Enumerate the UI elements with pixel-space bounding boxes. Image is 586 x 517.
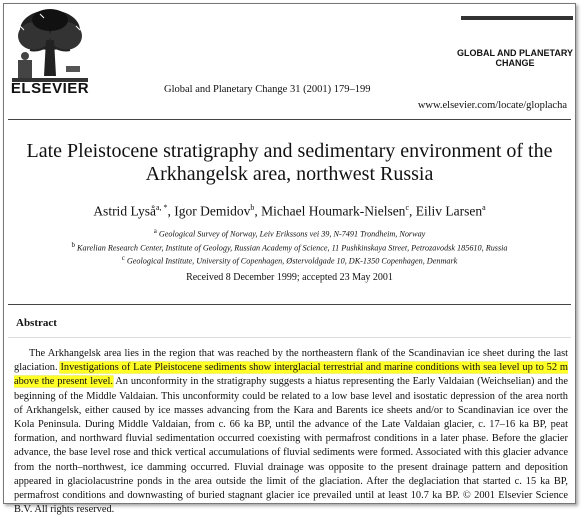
abstract-heading: Abstract bbox=[16, 317, 57, 329]
journal-url[interactable]: www.elsevier.com/locate/gloplacha bbox=[417, 100, 567, 111]
author-name: Astrid Lyså bbox=[93, 203, 156, 219]
affiliations bbox=[14, 226, 565, 267]
highlighted-sentence: Investigations of Late Pleistocene sediments show interglacial terrestrial and marine conditions with sea level up to 52 m above the present level. bbox=[14, 362, 568, 388]
affiliation-b: $^b$ Karelian Research Center, Institute of Geology, Russian Academy of Science, 11 Pushkinskaya Street, Petrozavodsk 185610, Russia bbox=[71, 240, 508, 253]
author-name: Eiliv Larsen bbox=[415, 203, 483, 219]
author-list: Astrid Lyså$^{a, *}$, Igor Demidov$^b$, Michael Houmark-Nielsen$^c$, Eiliv Larsen$^a$ bbox=[93, 203, 486, 219]
affiliation-a: $^a$ Geological Survey of Norway, Leiv Erikssons vei 39, N-7491 Trondheim, Norway bbox=[153, 227, 426, 239]
elsevier-tree-logo bbox=[10, 6, 90, 88]
publisher-name: ELSEVIER bbox=[10, 80, 90, 97]
abstract-body: The Arkhangelsk area lies in the region that was reached by the northeastern flank of the Scandinavian ice sheet during the last glaciation. Investigations of Late Pleistocene sediments show interglacial terrestrial and marine conditions with sea level up to 52 m above the present level. An unconformity in the stratigraphy suggests a hiatus representing the Early Valdaian (Weichselian) and the beginning of the Middle Valdaian. This unconformity could be related to a low base level and isostatic depression of the area north of Arkhangelsk, either caused by ice masses advancing from the Kara and Barents ice sheets and/or to Scandinavian ice over the Kola Peninsula. During Middle Valdaian, from c. 66 ka BP, until the advance of the Late Valdaian glacier, c. 17–16 ka BP, peat formation, and northward fluvial sedimentation occurred coexisting with permafrost conditions in a later phase. Before the glacier advance, the base level rose and thick vertical accumulations of fluvial sediments were formed. Associated with this glacier advance from the north–northwest, ice damming occurred. Fluvial drainage was opposite to the present drainage pattern and deposition appeared in glaciolacustrine ponds in the area outside the limit of the glaciation. After the deglaciation that started c. 15 ka BP, permafrost conditions and downwasting of buried stagnant glacier ice prevailed until at least 10.7 ka BP. © 2001 Elsevier Science B.V. All rights reserved. bbox=[14, 348, 568, 516]
received-dates: Received 8 December 1999; accepted 23 May 2001 bbox=[186, 272, 393, 283]
header-divider bbox=[8, 119, 571, 120]
author-name: Igor Demidov bbox=[174, 203, 251, 219]
journal-citation: Global and Planetary Change 31 (2001) 179–199 bbox=[164, 84, 371, 95]
abstract-divider bbox=[8, 304, 571, 305]
author-name: Michael Houmark-Nielsen bbox=[261, 203, 406, 219]
journal-title: GLOBAL AND PLANETARY CHANGE bbox=[457, 48, 573, 68]
affiliation-c: $^c$ Geological Institute, University of Copenhagen, Østervoldgade 10, DK-1350 Copenhagen, Denmark bbox=[121, 254, 458, 267]
abstract-heading-rule bbox=[8, 337, 571, 338]
article-title: Late Pleistocene stratigraphy and sedimentary environment of the Arkhangelsk area, northwest Russia bbox=[26, 140, 553, 185]
journal-banner-rule bbox=[461, 16, 573, 20]
document-page bbox=[3, 3, 576, 516]
